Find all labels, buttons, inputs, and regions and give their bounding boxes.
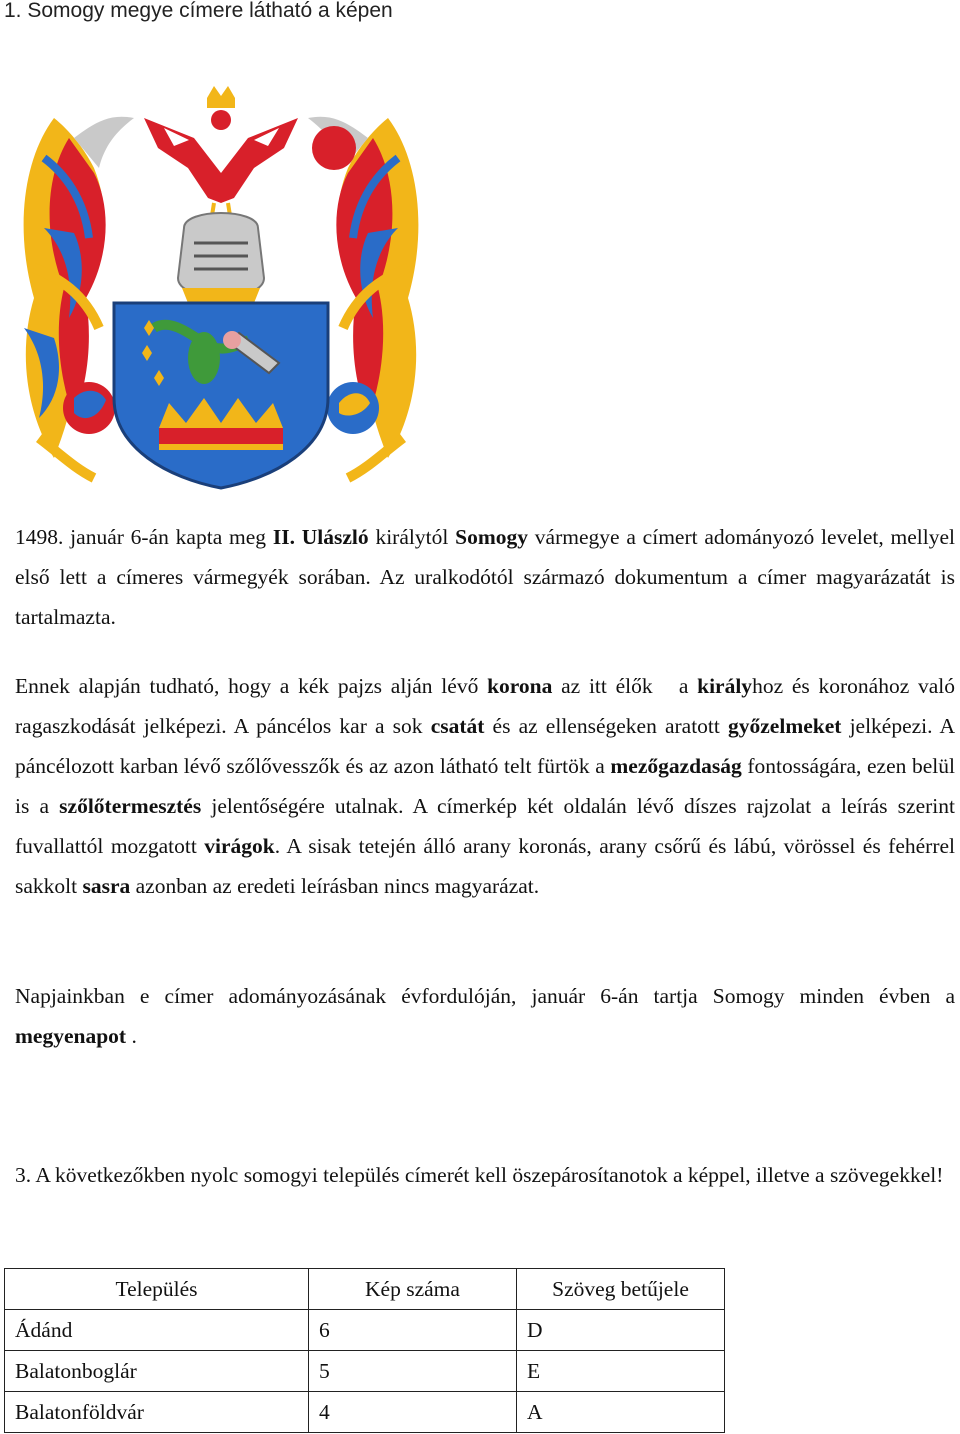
table-cell: Balatonboglár: [5, 1351, 309, 1392]
table-cell: Balatonföldvár: [5, 1392, 309, 1433]
section-heading: 1. Somogy megye címere látható a képen: [4, 0, 393, 22]
table-cell: Ádánd: [5, 1310, 309, 1351]
table-cell: 4: [309, 1392, 517, 1433]
header-cell-text-letter: Szöveg betűjele: [517, 1269, 725, 1310]
paragraph-history: 1498. január 6-án kapta meg II. Ulászló királytól Somogy vármegye a címert adományozó levelet, mellyel első lett a címeres vármegyék sorában. Az uralkodótól származó dokumentum a címer magyarázatát is tartalmazta.: [15, 525, 955, 629]
eagle-crest: [144, 86, 298, 228]
table-cell: D: [517, 1310, 725, 1351]
table-row: [5, 1351, 725, 1392]
table-cell: E: [517, 1351, 725, 1392]
table-row: [5, 1310, 725, 1351]
table-header-row: [5, 1269, 725, 1310]
right-mantling: [308, 117, 418, 478]
paragraph-symbolism: Ennek alapján tudható, hogy a kék pajzs alján lévő korona az itt élők a királyhoz és koronához való ragaszkodását jelképezi. A páncélos kar a sok csatát és az ellenségeken aratott győzelmeket jelképezi. A páncélozott karban lévő szőlővesszők és az azon látható telt fürtök a mezőgazdaság fontosságára, ezen belül is a szőlőtermesztés jelentőségére utalnak. A címerkép két oldalán lévő díszes rajzolat a leírás szerint fuvallattól mozgatott virágok. A sisak tetején álló arany koronás, arany csőrű és lábú, vörössel és fehérrel sakkolt sasra azonban az eredeti leírásban nincs magyarázat.: [15, 674, 956, 898]
coat-of-arms-image: [14, 78, 428, 496]
helmet: [178, 213, 264, 303]
table-cell: 5: [309, 1351, 517, 1392]
table-row: [5, 1392, 725, 1433]
left-mantling: [24, 117, 134, 478]
settlements-table: [4, 1268, 725, 1433]
table-cell: 6: [309, 1310, 517, 1351]
shield: [114, 303, 328, 488]
header-cell-image-number: Kép száma: [309, 1269, 517, 1310]
question-3: 3. A következőkben nyolc somogyi település címerét kell öszepárosítanotok a képpel, illetve a szövegekkel!: [15, 1163, 944, 1187]
table-cell: A: [517, 1392, 725, 1433]
header-cell-settlement: Település: [5, 1269, 309, 1310]
paragraph-county-day: Napjainkban e címer adományozásának évfordulóján, január 6-án tartja Somogy minden évben a megyenapot .: [15, 984, 955, 1048]
